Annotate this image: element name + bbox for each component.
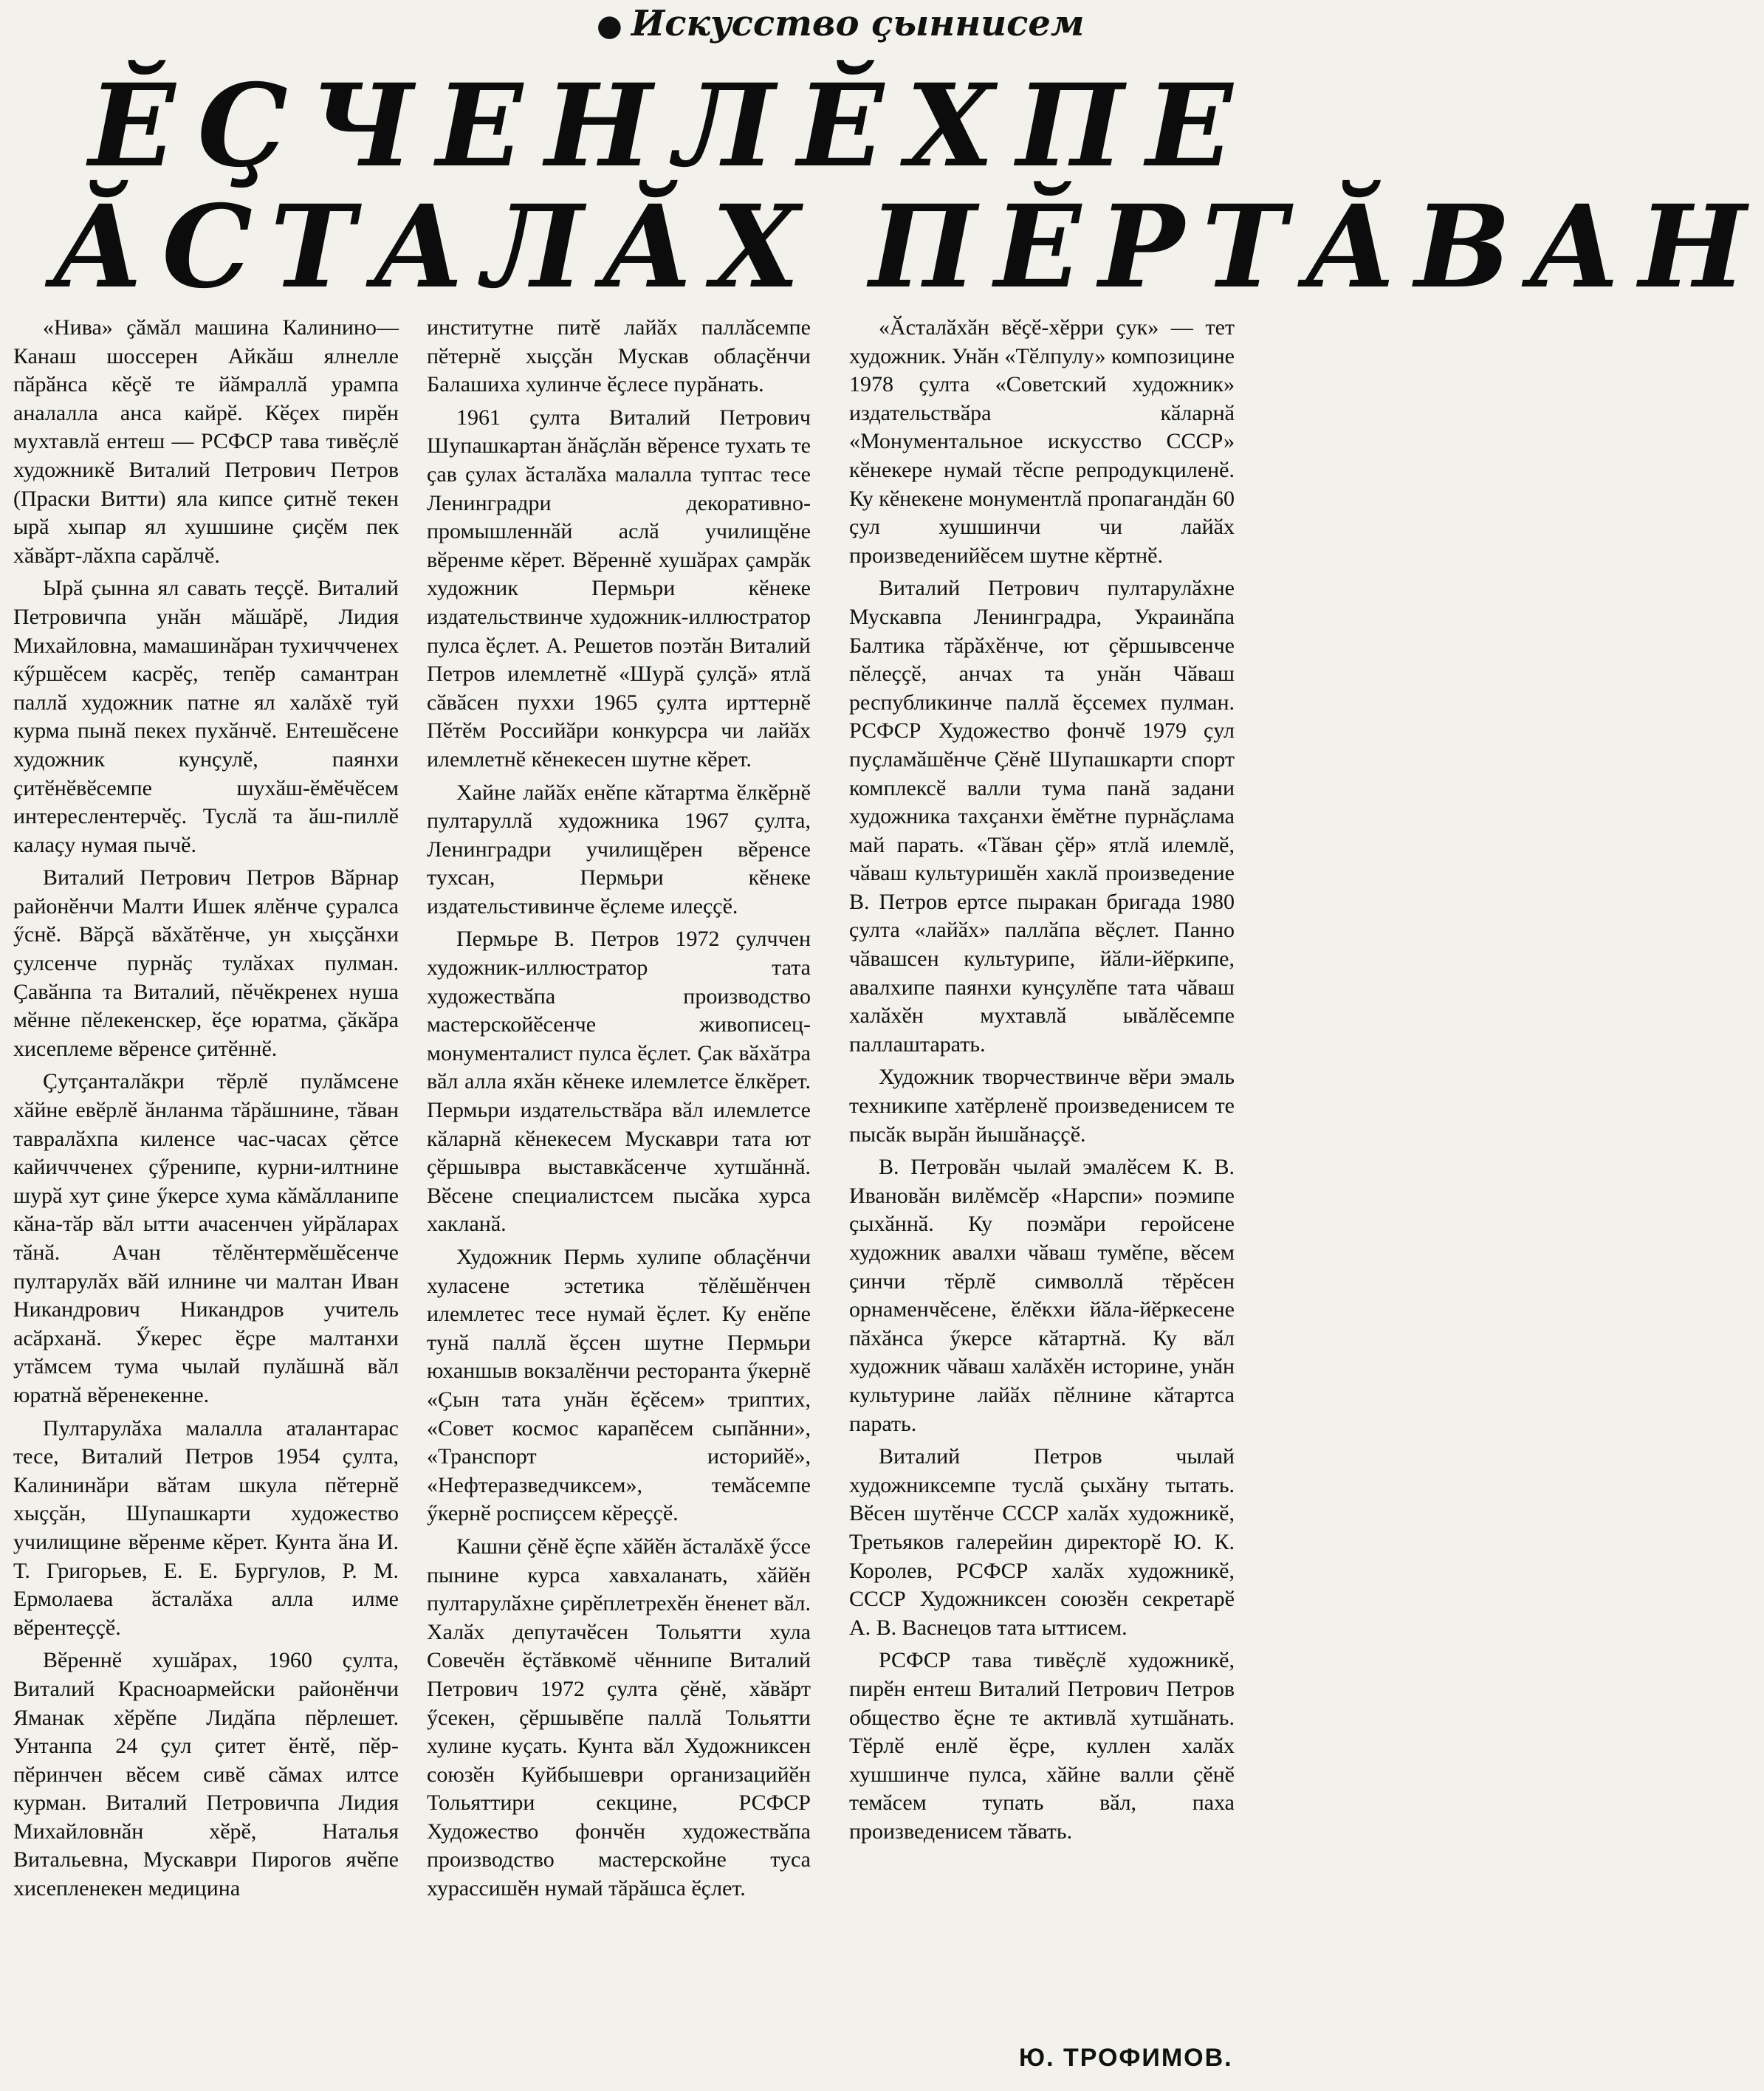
rubric-text: Искусство ҫыннисем [631, 3, 1085, 44]
paragraph: Виталий Петрович пултарулӑхне Мускавпа Ленинградра, Украинӑпа Балтика тӑрӑхӗнче, ют ҫӗршывсенче пӗлеҫҫӗ, анчах та унӑн Чӑваш республикинче паллӑ ӗҫсемех пулман. РСФСР Художество фончӗ 1979 ҫул пуҫламӑшӗнче Ҫӗнӗ Шупашкарти спорт комплексӗ валли тума панӑ задани художника тахҫанхи ӗмӗтне пурнӑҫлама май парать. «Тӑван ҫӗр» ятлӑ илемлӗ, чӑваш культуришӗн хаклӑ произведение В. Петров ертсе пыракан бригада 1980 ҫулта «лайӑх» паллӑпа вӗҫлет. Панно чӑвашсен культурипе, йӑли-йӗркипе, авалхипе паянхи кунҫулӗпе тата чӑваш халӑхӗн мухтавлӑ ывӑлӗсемпе паллаштарать. [849, 576, 1235, 1057]
headline-line-1: ӖҪЧЕНЛӖХПЕ [89, 59, 1255, 193]
paragraph: Хайне лайӑх енӗпе кӑтартма ӗлкӗрнӗ пултаруллӑ художника 1967 ҫулта, Ленинградри училищӗрен вӗренсе тухсан, Пермьри кӗнеке издательстивинче ӗҫлеме илеҫҫӗ. [427, 780, 811, 919]
paragraph: Ҫутҫанталӑкри тӗрлӗ пулӑмсене хӑйне евӗрлӗ ӑнланма тӑрӑшнине, тӑван тавралӑхпа киленсе час-часах ҫӗтсе кайиччченех ҫӳренипе, курни-илтнине шурӑ хут ҫине ӳкерсе хума кӑмӑлланипе кӑна-тӑр вӑл ытти ачасенчен уйрӑларах тӑнӑ. Ачан тӗлӗнтермӗшӗсенче пултарулӑх вӑй илнине чи малтан Иван Никандрович Никандров учитель асӑрханӑ. Ӳкерес ӗҫре малтанхи утӑмсем тума чылай пулӑшнӑ вӑл юратнӑ вӗренекенне. [13, 1069, 399, 1407]
paragraph: РСФСР тава тивӗҫлӗ художникӗ, пирӗн ентеш Виталий Петрович Петров общество ӗҫне те активлӑ хутшӑнать. Тӗрлӗ енлӗ ӗҫре, куллен халӑх хушшинче пулса, хӑйне валли ҫӗнӗ темӑсем тупать вӑл, паха произведенисем тӑвать. [849, 1648, 1235, 1844]
headline-line-2 [52, 180, 1764, 314]
paragraph: Пермьре В. Петров 1972 ҫулччен художник-иллюстратор тата художествӑпа производство мастерскойӗсенче живописец-монументалист пулса ӗҫлет. Ҫак вӑхӑтра вӑл алла яхӑн кӗнеке илемлетсе ӗлкӗрет. Пермьри издательствӑра вӑл илемлетсе кӑларнӑ кӗнекесем Мускаври тата ют ҫӗршывра выставкӑсенче хутшӑннӑ. Вӗсене специалистсем пысӑка хурса хакланӑ. [427, 927, 811, 1237]
paragraph: 1961 ҫулта Виталий Петрович Шупашкартан ӑнӑҫлӑн вӗренсе тухать те ҫав ҫулах ӑсталӑха малалла туптас тесе Ленинградри декоративно-промышленнӑй аслӑ училищӗне вӗренме кӗрет. Вӗреннӗ хушӑрах ҫамрӑк художник Пермьри кӗнеке издательствинче художник-иллюстратор пулса ӗҫлет. А. Решетов поэтӑн Виталий Петров илемлетнӗ «Шурӑ ҫулҫӑ» ятлӑ сӑвӑсен пуххи 1965 ҫулта ирттернӗ Пӗтӗм Российӑри конкурсра чи лайӑх илемлетнӗ кӗнекесен шутне кӗрет. [427, 405, 811, 772]
paragraph: Ырӑ ҫынна ял савать теҫҫӗ. Виталий Петровичпа унӑн мӑшӑрӗ, Лидия Михайловна, мамашинӑран тухиччченех кӳршӗсем касрӗҫ, тепӗр самантран паллӑ художник патне ял халӑхӗ туй курма пынӑ пекех пухӑнчӗ. Ентешӗсене художник кунҫулӗ, паянхи ҫитӗнӗвӗсемпе шухӑш-ӗмӗчӗсем интереслентерчӗҫ. Туслӑ та ӑш-пиллӗ калаҫу нумая пычӗ. [13, 576, 399, 857]
paragraph: институтне питӗ лайӑх паллӑсемпе пӗтернӗ хыҫҫӑн Мускав облаҫӗнчи Балашиха хулинче ӗҫлесе пурӑнать. [427, 315, 811, 397]
article-column-3 [849, 314, 1235, 1850]
paragraph: В. Петровӑн чылай эмалӗсем К. В. Ивановӑн вилӗмсӗр «Нарспи» поэмипе ҫыхӑннӑ. Ку поэмӑри геройсене художник авалхи чӑваш тумӗпе, вӗсем ҫинчи тӗрлӗ символлӑ тӗрӗсен орнаменчӗсене, ӗлӗкхи йӑла-йӗркесене пӑхӑнса ӳкерсе кӑтартнӑ. Ку вӑл художник чӑваш халӑхӗн историне, унӑн культурине лайӑх пӗлнине кӑтартса парать. [849, 1155, 1235, 1436]
paragraph: «Нива» ҫӑмӑл машина Калинино—Канаш шоссерен Айкӑш ялнелле пӑрӑнса кӗҫӗ те йӑмраллӑ урампа аналалла анса кайрӗ. Кӗҫех пирӗн мухтавлӑ ентеш — РСФСР тава тивӗҫлӗ художникӗ Виталий Петрович Петров (Праски Витти) яла кипсе ҫитнӗ текен ырӑ хыпар ял хушшине ҫиҫӗм пек хӑвӑрт-лӑхпа сарӑлчӗ. [13, 315, 399, 568]
headline-word-1: ӐСТАЛӐХ [52, 180, 818, 314]
bullet-icon: ● [597, 8, 622, 43]
paragraph: «Ӑсталӑхӑн вӗҫӗ-хӗрри ҫук» — тет художник. Унӑн «Тӗлпулу» композицине 1978 ҫулта «Советский художник» издательствӑра кӑларнӑ «Монументальное искусство СССР» кӗнекере нумай тӗспе репродукциленӗ. Ку кӗнекене монументлӑ пропагандӑн 60 ҫул хушшинчи чи лайӑх произведенийӗсем шутне кӗртнӗ. [849, 315, 1235, 568]
headline-word-2: ПӖРТӐВАН [869, 180, 1764, 314]
paragraph: Художник творчествинче вӗри эмаль техникипе хатӗрленӗ произведенисем те пысӑк вырӑн йышӑнаҫҫӗ. [849, 1065, 1235, 1147]
article-body [0, 314, 1254, 2086]
paragraph: Виталий Петрович Петров Вӑрнар районӗнчи Малти Ишек ялӗнче ҫуралса ӳснӗ. Вӑрҫӑ вӑхӑтӗнче, ун хыҫҫӑнхи ҫулсенче пурнӑҫ тулӑхах пулман. Ҫавӑнпа та Виталий, пӗчӗкренех нуша мӗнне пӗлекенскер, ӗҫе юратма, ҫӑкӑра хисеплеме вӗренсе ҫитӗннӗ. [13, 865, 399, 1061]
paragraph: Кашни ҫӗнӗ ӗҫпе хӑйӗн ӑсталӑхӗ ӳссе пынине курса хавхаланать, хӑйӗн пултарулӑхне ҫирӗплетрехӗн ӗненет вӑл. Халӑх депутачӗсен Тольятти хула Совечӗн ӗҫтӑвкомӗ чӗннипе Виталий Петрович 1972 ҫулта ҫӗнӗ, хӑвӑрт ӳсекен, ҫӗршывӗпе паллӑ Тольятти хулине куҫать. Кунта вӑл Художниксен союзӗн Куйбышеври организацийӗн Тольяттири секцине, РСФСР Художество фончӗн художествӑпа производство мастерскойне туса хурассишӗн нумай тӑрӑшса ӗҫлет. [427, 1534, 811, 1901]
article-column-1 [13, 314, 399, 1908]
article-column-2 [427, 314, 811, 1908]
paragraph: Пултарулӑха малалла аталантарас тесе, Виталий Петров 1954 ҫулта, Калининӑри вӑтам шкула пӗтернӗ хыҫҫӑн, Шупашкарти художество училищине вӗренме кӗрет. Кунта ӑна И. Т. Григорьев, Е. Е. Бургулов, Р. М. Ермолаева ӑсталӑха алла илме вӗрентеҫҫӗ. [13, 1415, 399, 1640]
paragraph: Вӗреннӗ хушӑрах, 1960 ҫулта, Виталий Красноармейски районӗнчи Яманак хӗрӗпе Лидӑпа пӗрлешет. Унтанпа 24 ҫул ҫитет ӗнтӗ, пӗр-пӗринчен вӗсем сивӗ сӑмах илтсе курман. Виталий Петровичпа Лидия Михайловнӑн хӗрӗ, Наталья Витальевна, Мускаври Пирогов ячӗпе хисепленекен медицина [13, 1648, 399, 1901]
paragraph: Виталий Петров чылай художниксемпе туслӑ ҫыхӑну тытать. Вӗсен шутӗнче СССР халӑх художникӗ, Третьяков галерейин директорӗ Ю. К. Королев, РСФСР халӑх художникӗ, СССР Художниксен союзӗн секретарӗ А. В. Васнецов тата ыттисем. [849, 1444, 1235, 1640]
author-signature: Ю. ТРОФИМОВ. [1019, 2044, 1233, 2072]
paragraph: Художник Пермь хулипе облаҫӗнчи хуласене эстетика тӗлӗшӗнчен илемлетес тесе нумай ӗҫлет. Ку енӗпе тунӑ паллӑ ӗҫсен шутне Пермьри юханшыв вокзалӗнчи ресторанта ӳкернӗ «Ҫын тата унӑн ӗҫӗсем» триптих, «Совет космос карапӗсем сыпӑнни», «Транспорт историйӗ», «Нефтеразведчиксем», темӑсемпе ӳкернӗ роспиҫсем кӗреҫҫӗ. [427, 1245, 811, 1526]
section-rubric [597, 0, 1232, 52]
